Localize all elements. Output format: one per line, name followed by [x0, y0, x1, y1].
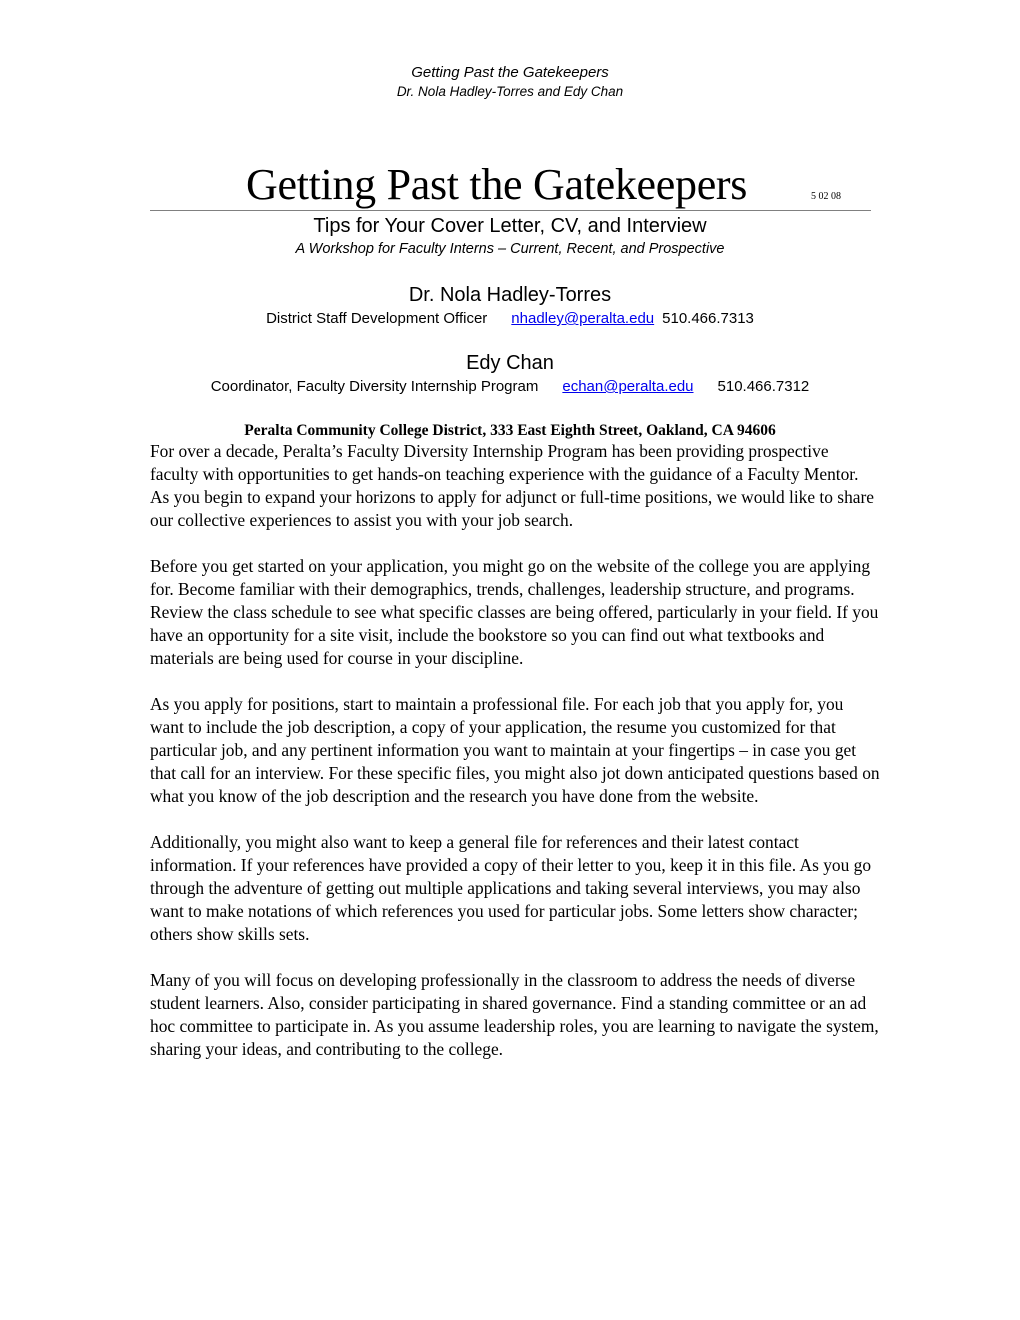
- running-header-title: Getting Past the Gatekeepers: [411, 64, 609, 81]
- running-header-authors: Dr. Nola Hadley-Torres and Edy Chan: [396, 84, 624, 99]
- coordinator-name: Edy Chan: [466, 352, 554, 374]
- body-text: [150, 440, 880, 1084]
- page-title: Getting Past the Gatekeepers: [246, 160, 748, 209]
- paragraph: As you apply for positions, start to maintain a professional file. For each job that you apply for, you want to include the job description, a copy of your application, the resume you customized for that particular job, and any pertinent information you want to maintain at your fingertips – in case you get that call for an interview. For these specific files, you might also jot down anticipated questions based on what you know of the job description and the research you have done from the website.: [150, 694, 880, 806]
- paragraph: Many of you will focus on developing professionally in the classroom to address the needs of diverse student learners. Also, consider participating in shared governance. Find a standing committee or an ad hoc committee to participate in. As you assume leadership roles, you are learning to navigate the system, sharing your ideas, and contributing to the college.: [150, 970, 879, 1059]
- subtitle: Tips for Your Cover Letter, CV, and Interview: [313, 215, 707, 237]
- presenter-phone: 510.466.7313: [662, 310, 754, 327]
- district-address: Peralta Community College District, 333 East Eighth Street, Oakland, CA 94606: [244, 422, 776, 439]
- coordinator-email-link[interactable]: echan@peralta.edu: [562, 378, 694, 395]
- presenter-email-link[interactable]: nhadley@peralta.edu: [511, 310, 655, 327]
- workshop-tagline: A Workshop for Faculty Interns – Current, Recent, and Prospective: [295, 241, 725, 257]
- title-row: [150, 160, 871, 211]
- presenter-role: District Staff Development Officer: [266, 310, 488, 327]
- document-date: 5 02 08: [811, 191, 841, 202]
- presenter-contact: [0, 310, 1020, 328]
- paragraph: For over a decade, Peralta’s Faculty Diversity Internship Program has been providing prospective faculty with opportunities to get hands-on teaching experience with the guidance of a Faculty Mentor. As you begin to expand your horizons to apply for adjunct or full-time positions, we would like to share our collective experiences to assist you with your job search.: [150, 441, 874, 530]
- coordinator-phone: 510.466.7312: [717, 378, 810, 395]
- running-header: [0, 63, 1020, 101]
- paragraph: Additionally, you might also want to keep a general file for references and their latest contact information. If your references have provided a copy of their letter to you, keep it in this file. As you go through the adventure of getting out multiple applications and taking several interviews, you may also want to make notations of which references you used for particular jobs. Some letters show character; others show skills sets.: [150, 832, 872, 944]
- presenter-name: Dr. Nola Hadley-Torres: [408, 284, 612, 306]
- coordinator-role: Coordinator, Faculty Diversity Internship Program: [210, 378, 539, 395]
- coordinator-contact: [0, 378, 1020, 396]
- paragraph: Before you get started on your application, you might go on the website of the college you are applying for. Become familiar with their demographics, trends, challenges, leadership structure, and programs. Review the class schedule to see what specific classes are being offered, particularly in your field. If you have an opportunity for a site visit, include the bookstore so you can find out what textbooks and materials are being used for course in your discipline.: [150, 556, 879, 668]
